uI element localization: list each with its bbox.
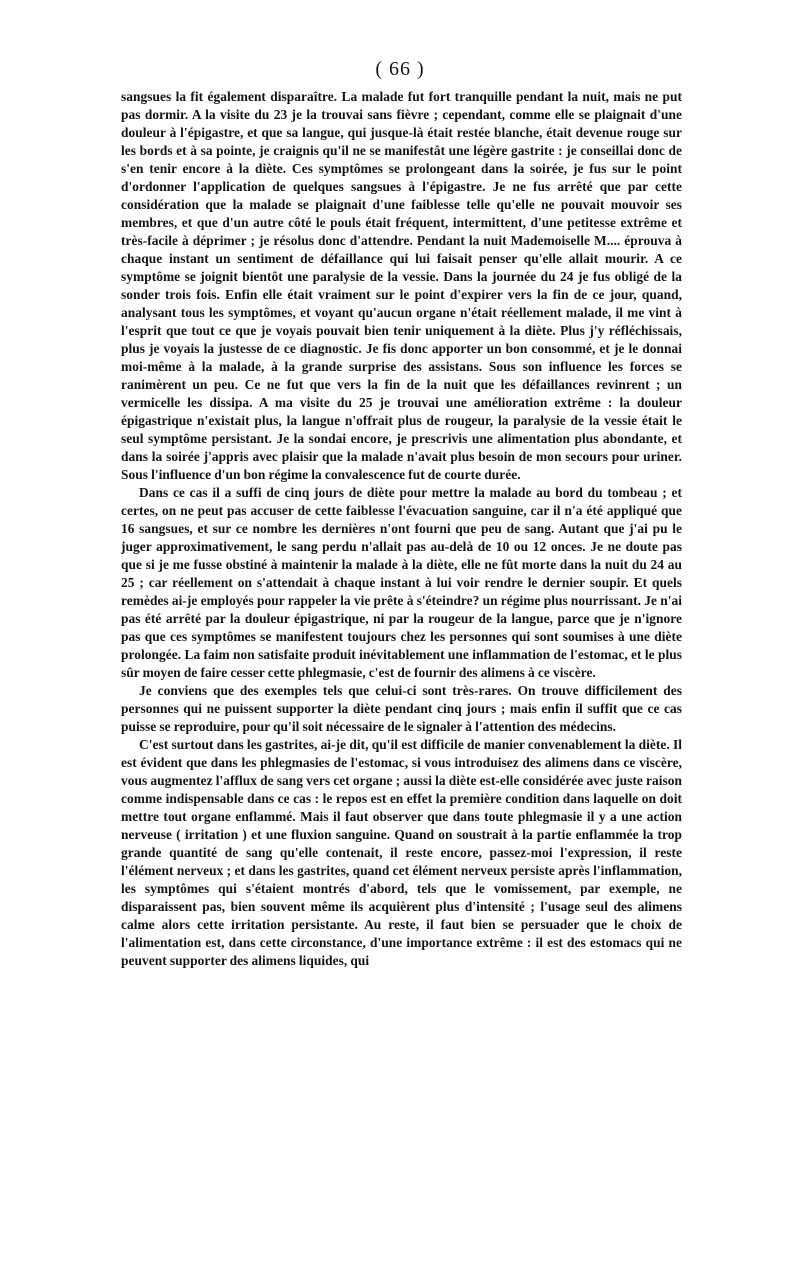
paragraph: Je conviens que des exemples tels que celui-ci sont très-rares. On trouve difficilement des personnes qui ne puissent supporter la diète pendant cinq jours ; mais enfin il suffit que ce cas puisse se reproduire, pour qu'il soit nécessaire de le signaler à l'attention des médecins.	[121, 683, 682, 734]
body-text	[121, 88, 682, 970]
paragraph: Dans ce cas il a suffi de cinq jours de diète pour mettre la malade au bord du tombeau ; et certes, on ne peut pas accuser de cette faiblesse l'évacuation sanguine, car il n'a été appliqué que 16 sangsues, et sur ce nombre les dernières n'ont fourni que peu de sang. Autant que j'ai pu le juger approximativement, le sang perdu n'allait pas au-delà de 10 ou 12 onces. Je ne doute pas que si je me fusse obstiné à maintenir la malade à la diète, elle ne fût morte dans la nuit du 24 au 25 ; car réellement on s'attendait à chaque instant à lui voir rendre le dernier soupir. Et quels remèdes ai-je employés pour rappeler la vie prête à s'éteindre? un régime plus nourrissant. Je n'ai pas été arrêté par la douleur épigastrique, ni par la rougeur de la langue, parce que je n'ignore pas que ces symptômes se manifestent toujours chez les personnes qui sont soumises à une diète prolongée. La faim non satisfaite produit inévitablement une inflammation de l'estomac, et le plus sûr moyen de faire cesser cette phlegmasie, c'est de fournir des alimens à ce viscère.	[121, 485, 682, 680]
paragraph: sangsues la fit également disparaître. La malade fut fort tranquille pendant la nuit, mais ne put pas dormir. A la visite du 23 je la trouvai sans fièvre ; cependant, comme elle se plaignait d'une douleur à l'épigastre, et que sa langue, qui jusque-là était restée blanche, était devenue rouge sur les bords et à sa pointe, je craignis qu'il ne se manifestât une légère gastrite : je conseillai donc de s'en tenir encore à la diète. Ces symptômes se prolongeant dans la soirée, je fus sur le point d'ordonner l'application de quelques sangsues à l'épigastre. Je ne fus arrêté que par cette considération que la malade se plaignait d'une faiblesse telle qu'elle ne pouvait mouvoir ses membres, et que d'un autre côté le pouls était fréquent, intermittent, d'une petitesse extrême et très-facile à déprimer ; je résolus donc d'attendre. Pendant la nuit Mademoiselle M.... éprouva à chaque instant un sentiment de défaillance qui lui faisait penser qu'elle allait mourir. A ce symptôme se joignit bientôt une paralysie de la vessie. Dans la journée du 24 je fus obligé de la sonder trois fois. Enfin elle était vraiment sur le point d'expirer vers la fin de ce jour, quand, analysant tous les symptômes, et voyant qu'aucun organe n'était réellement malade, il me vint à l'esprit que tout ce que je voyais pouvait bien tenir uniquement à la diète. Plus j'y réfléchissais, plus je voyais la justesse de ce diagnostic. Je fis donc apporter un bon consommé, et je le donnai moi-même à la malade, à la grande surprise des assistans. Sous son influence les forces se ranimèrent un peu. Ce ne fut que vers la fin de la nuit que les défaillances revinrent ; un vermicelle les dissipa. A ma visite du 25 je trouvai une amélioration extrême : la douleur épigastrique n'existait plus, la langue n'offrait plus de rougeur, la paralysie de la vessie était le seul symptôme persistant. Je la sondai encore, je prescrivis une alimentation plus abondante, et dans la soirée j'appris avec plaisir que la malade n'avait plus besoin de mon secours pour uriner. Sous l'influence d'un bon régime la convalescence fut de courte durée.	[121, 89, 682, 482]
page-number: ( 66 )	[375, 58, 425, 80]
paragraph: C'est surtout dans les gastrites, ai-je dit, qu'il est difficile de manier convenablement la diète. Il est évident que dans les phlegmasies de l'estomac, si vous introduisez des alimens dans ce viscère, vous augmentez l'afflux de sang vers cet organe ; aussi la diète est-elle considérée avec juste raison comme indispensable dans ce cas : le repos est en effet la première condition dans laquelle on doit mettre tout organe enflammé. Mais il faut observer que dans toute phlegmasie il y a une action nerveuse ( irritation ) et une fluxion sanguine. Quand on soustrait à la partie enflammée la trop grande quantité de sang qu'elle contenait, il reste encore, passez-moi l'expression, il reste l'élément nerveux ; et dans les gastrites, quand cet élément nerveux persiste après l'inflammation, les symptômes qui s'étaient montrés d'abord, tels que le vomissement, par exemple, ne disparaissent pas, bien souvent même ils acquièrent plus d'intensité ; l'usage seul des alimens calme alors cette irritation persistante. Au reste, il faut bien se persuader que le choix de l'alimentation est, dans cette circonstance, d'une importance extrême : il est des estomacs qui ne peuvent supporter des alimens liquides, qui	[121, 737, 682, 968]
